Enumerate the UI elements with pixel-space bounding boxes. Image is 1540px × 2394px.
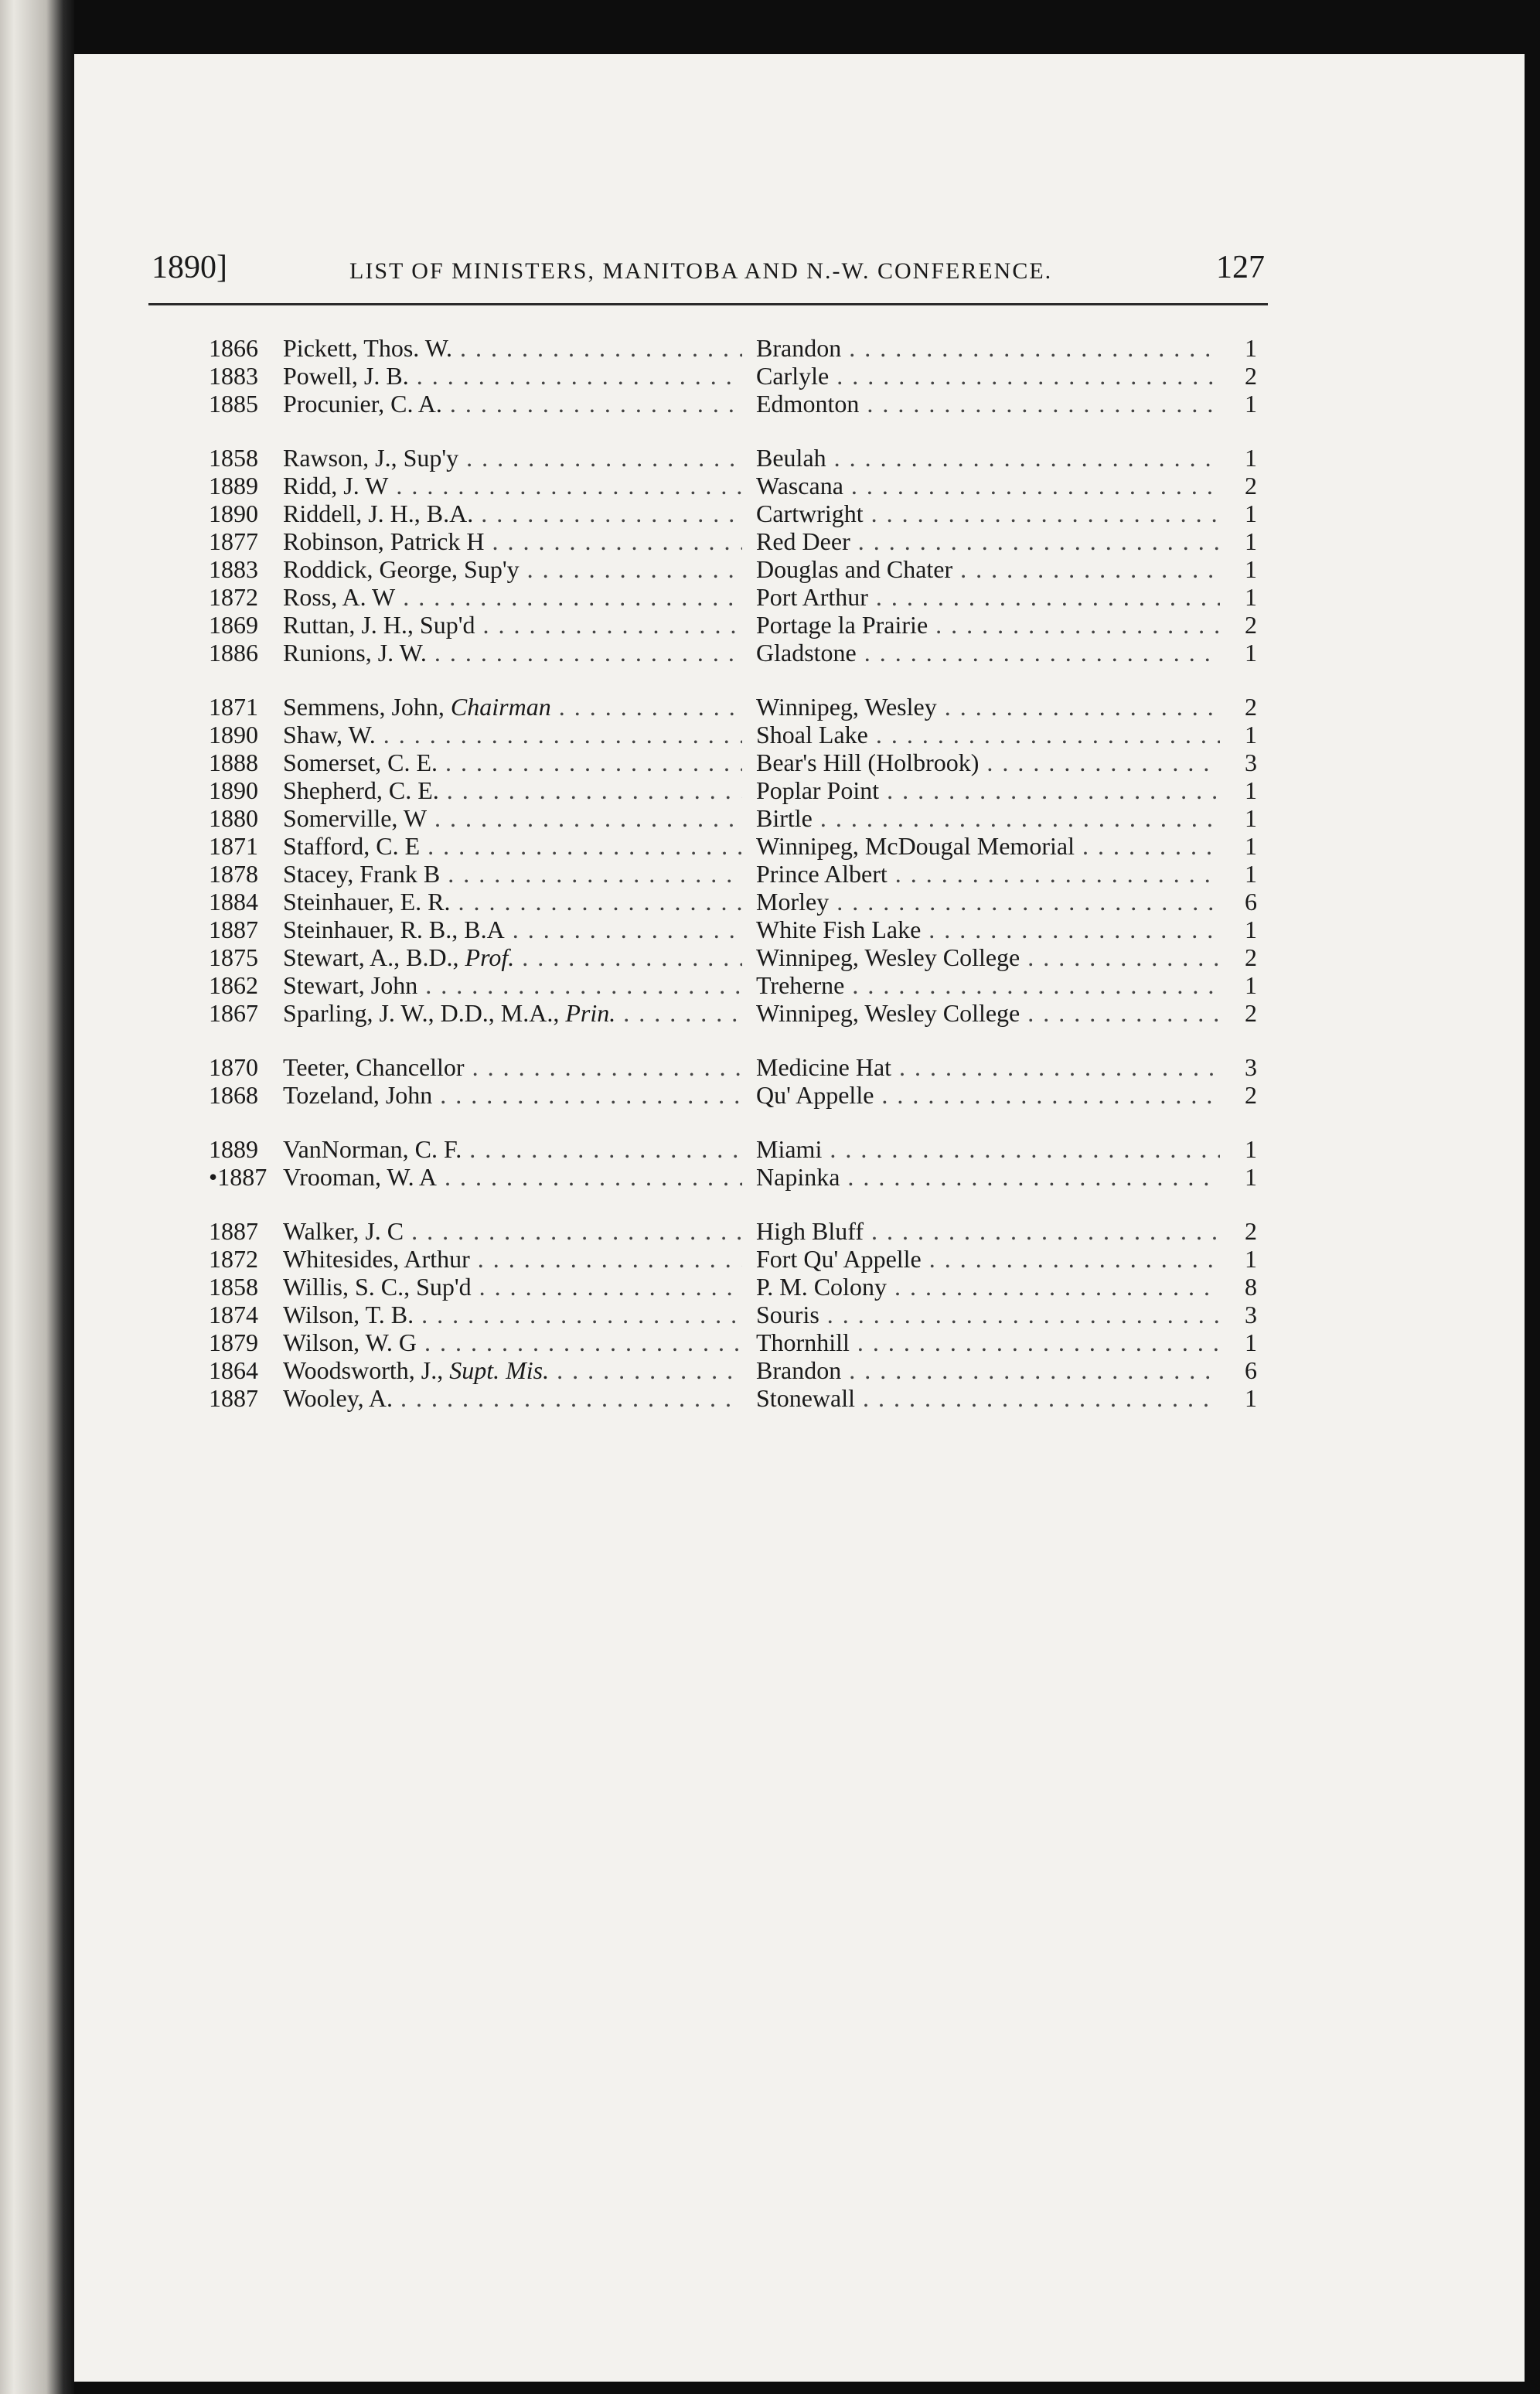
years-count: 1 <box>1245 334 1257 362</box>
station-place-cell <box>756 693 1220 721</box>
minister-name-cell <box>283 362 742 390</box>
minister-name: Powell, J. B. <box>283 362 409 390</box>
minister-name: Ross, A. W <box>283 583 396 611</box>
station-place-cell <box>756 639 1220 667</box>
minister-name: Wilson, T. B. <box>283 1301 414 1328</box>
minister-name-cell <box>283 832 742 860</box>
station-place: Winnipeg, Wesley College <box>756 999 1020 1027</box>
entry-year: 1871 <box>209 832 258 860</box>
station-place: Brandon <box>756 334 842 362</box>
entry-year: 1889 <box>209 1135 258 1163</box>
header-year: 1890] <box>152 250 227 285</box>
station-place-cell <box>756 721 1220 749</box>
entry-year: 1864 <box>209 1356 258 1384</box>
entry-year: 1867 <box>209 999 258 1027</box>
years-count: 2 <box>1245 611 1257 639</box>
station-place: Thornhill <box>756 1328 850 1356</box>
minister-name-cell <box>283 1301 742 1328</box>
minister-name: Woodsworth, J., <box>283 1356 444 1384</box>
minister-name-cell <box>283 1081 742 1109</box>
station-place-cell <box>756 1217 1220 1245</box>
entry-year: 1874 <box>209 1301 258 1328</box>
years-count: 6 <box>1245 888 1257 916</box>
minister-name: Ridd, J. W <box>283 472 389 500</box>
station-place: Wascana <box>756 472 843 500</box>
minister-title: Prof. <box>465 943 515 971</box>
station-place-cell <box>756 1356 1220 1384</box>
years-count: 1 <box>1245 860 1257 888</box>
years-count: 2 <box>1245 943 1257 971</box>
years-count: 2 <box>1245 1217 1257 1245</box>
years-count: 1 <box>1245 390 1257 418</box>
minister-row <box>209 639 1276 667</box>
minister-name-cell <box>283 1273 742 1301</box>
station-place-cell <box>756 776 1220 804</box>
years-count: 1 <box>1245 583 1257 611</box>
station-place: Beulah <box>756 444 826 472</box>
minister-group <box>209 1135 1276 1191</box>
station-place-cell <box>756 1245 1220 1273</box>
minister-name-cell <box>283 583 742 611</box>
years-count: 1 <box>1245 804 1257 832</box>
minister-row <box>209 860 1276 888</box>
entry-year: 1887 <box>209 1384 258 1412</box>
minister-name-cell <box>283 1135 742 1163</box>
minister-name-cell <box>283 916 742 943</box>
minister-row <box>209 334 1276 362</box>
years-count: 3 <box>1245 749 1257 776</box>
minister-name-cell <box>283 390 742 418</box>
years-count: 1 <box>1245 1163 1257 1191</box>
entry-year: 1875 <box>209 943 258 971</box>
station-place-cell <box>756 527 1220 555</box>
years-count: 2 <box>1245 999 1257 1027</box>
years-count: 1 <box>1245 721 1257 749</box>
minister-row <box>209 916 1276 943</box>
minister-name: Tozeland, John <box>283 1081 433 1109</box>
entry-year: •1887 <box>209 1163 267 1191</box>
minister-group <box>209 693 1276 1027</box>
minister-name: Somerville, W <box>283 804 428 832</box>
minister-name-cell <box>283 749 742 776</box>
minister-name: Riddell, J. H., B.A. <box>283 500 474 527</box>
station-place: Prince Albert <box>756 860 888 888</box>
minister-row <box>209 971 1276 999</box>
station-place: White Fish Lake <box>756 916 922 943</box>
station-place: Brandon <box>756 1356 842 1384</box>
years-count: 2 <box>1245 693 1257 721</box>
minister-name-cell <box>283 334 742 362</box>
minister-row <box>209 943 1276 971</box>
station-place-cell <box>756 1301 1220 1328</box>
station-place-cell <box>756 999 1220 1027</box>
station-place-cell <box>756 1135 1220 1163</box>
minister-name-cell <box>283 943 742 971</box>
years-count: 1 <box>1245 1245 1257 1273</box>
minister-name-cell <box>283 444 742 472</box>
entry-year: 1878 <box>209 860 258 888</box>
minister-row <box>209 1273 1276 1301</box>
minister-row <box>209 527 1276 555</box>
minister-group <box>209 334 1276 418</box>
station-place-cell <box>756 390 1220 418</box>
minister-row <box>209 1356 1276 1384</box>
minister-name-cell <box>283 472 742 500</box>
minister-row <box>209 1163 1276 1191</box>
entry-year: 1872 <box>209 583 258 611</box>
station-place: P. M. Colony <box>756 1273 887 1301</box>
minister-row <box>209 776 1276 804</box>
station-place: Port Arthur <box>756 583 868 611</box>
station-place-cell <box>756 804 1220 832</box>
entry-year: 1889 <box>209 472 258 500</box>
station-place: Winnipeg, McDougal Memorial <box>756 832 1075 860</box>
station-place: High Bluff <box>756 1217 864 1245</box>
minister-row <box>209 804 1276 832</box>
entry-year: 1880 <box>209 804 258 832</box>
minister-name: Steinhauer, R. B., B.A <box>283 916 505 943</box>
entry-year: 1890 <box>209 721 258 749</box>
minister-name-cell <box>283 888 742 916</box>
minister-name-cell <box>283 1163 742 1191</box>
station-place: Shoal Lake <box>756 721 868 749</box>
minister-row <box>209 1301 1276 1328</box>
entry-year: 1858 <box>209 1273 258 1301</box>
station-place: Winnipeg, Wesley <box>756 693 937 721</box>
station-place-cell <box>756 611 1220 639</box>
years-count: 2 <box>1245 362 1257 390</box>
station-place-cell <box>756 1273 1220 1301</box>
minister-name-cell <box>283 500 742 527</box>
station-place: Gladstone <box>756 639 857 667</box>
minister-group <box>209 1217 1276 1412</box>
station-place: Bear's Hill (Holbrook) <box>756 749 980 776</box>
ministers-list <box>209 334 1276 1438</box>
minister-row <box>209 555 1276 583</box>
minister-name: Steinhauer, E. R. <box>283 888 451 916</box>
minister-name-cell <box>283 860 742 888</box>
entry-year: 1862 <box>209 971 258 999</box>
minister-name: Vrooman, W. A <box>283 1163 437 1191</box>
entry-year: 1890 <box>209 776 258 804</box>
entry-year: 1871 <box>209 693 258 721</box>
minister-name: Rawson, J., Sup'y <box>283 444 459 472</box>
minister-name-cell <box>283 1217 742 1245</box>
minister-name: Runions, J. W. <box>283 639 427 667</box>
minister-name: Wooley, A. <box>283 1384 393 1412</box>
minister-row <box>209 611 1276 639</box>
years-count: 1 <box>1245 639 1257 667</box>
station-place: Cartwright <box>756 500 864 527</box>
station-place: Portage la Prairie <box>756 611 928 639</box>
entry-year: 1883 <box>209 362 258 390</box>
years-count: 1 <box>1245 916 1257 943</box>
station-place-cell <box>756 888 1220 916</box>
minister-name: Willis, S. C., Sup'd <box>283 1273 472 1301</box>
station-place-cell <box>756 362 1220 390</box>
station-place-cell <box>756 1163 1220 1191</box>
entry-year: 1870 <box>209 1053 258 1081</box>
station-place-cell <box>756 500 1220 527</box>
station-place-cell <box>756 749 1220 776</box>
entry-year: 1868 <box>209 1081 258 1109</box>
years-count: 2 <box>1245 1081 1257 1109</box>
years-count: 1 <box>1245 776 1257 804</box>
minister-name: VanNorman, C. F. <box>283 1135 462 1163</box>
years-count: 8 <box>1245 1273 1257 1301</box>
years-count: 1 <box>1245 1135 1257 1163</box>
minister-name-cell <box>283 971 742 999</box>
minister-row <box>209 1384 1276 1412</box>
entry-year: 1885 <box>209 390 258 418</box>
minister-row <box>209 500 1276 527</box>
minister-group <box>209 1053 1276 1109</box>
station-place-cell <box>756 971 1220 999</box>
years-count: 1 <box>1245 555 1257 583</box>
minister-name-cell <box>283 776 742 804</box>
entry-year: 1887 <box>209 1217 258 1245</box>
station-place-cell <box>756 334 1220 362</box>
minister-name: Stacey, Frank B <box>283 860 441 888</box>
years-count: 1 <box>1245 832 1257 860</box>
minister-name-cell <box>283 999 742 1027</box>
entry-year: 1858 <box>209 444 258 472</box>
minister-group <box>209 444 1276 667</box>
station-place: Birtle <box>756 804 813 832</box>
scan-binding-edge <box>0 0 74 2394</box>
station-place-cell <box>756 444 1220 472</box>
station-place: Napinka <box>756 1163 840 1191</box>
minister-row <box>209 1245 1276 1273</box>
minister-name-cell <box>283 611 742 639</box>
station-place: Douglas and Chater <box>756 555 953 583</box>
station-place: Red Deer <box>756 527 850 555</box>
station-place-cell <box>756 555 1220 583</box>
minister-name: Whitesides, Arthur <box>283 1245 470 1273</box>
minister-row <box>209 749 1276 776</box>
minister-name: Pickett, Thos. W. <box>283 334 452 362</box>
station-place-cell <box>756 583 1220 611</box>
minister-row <box>209 999 1276 1027</box>
minister-name-cell <box>283 1384 742 1412</box>
station-place: Edmonton <box>756 390 860 418</box>
minister-name-cell <box>283 1356 742 1384</box>
minister-title: Supt. Mis. <box>449 1356 550 1384</box>
minister-title: Prin. <box>565 999 616 1027</box>
station-place-cell <box>756 1053 1220 1081</box>
station-place-cell <box>756 916 1220 943</box>
minister-name: Semmens, John, <box>283 693 445 721</box>
years-count: 1 <box>1245 1328 1257 1356</box>
years-count: 6 <box>1245 1356 1257 1384</box>
minister-name: Wilson, W. G <box>283 1328 417 1356</box>
minister-title: Chairman <box>450 693 551 721</box>
station-place: Carlyle <box>756 362 830 390</box>
minister-name-cell <box>283 804 742 832</box>
minister-name-cell <box>283 1245 742 1273</box>
entry-year: 1869 <box>209 611 258 639</box>
minister-name: Roddick, George, Sup'y <box>283 555 520 583</box>
minister-name: Stewart, John <box>283 971 418 999</box>
station-place: Fort Qu' Appelle <box>756 1245 922 1273</box>
minister-name: Teeter, Chancellor <box>283 1053 465 1081</box>
station-place: Winnipeg, Wesley College <box>756 943 1020 971</box>
minister-row <box>209 832 1276 860</box>
entry-year: 1883 <box>209 555 258 583</box>
station-place-cell <box>756 1384 1220 1412</box>
station-place: Qu' Appelle <box>756 1081 874 1109</box>
header-title: LIST OF MINISTERS, MANITOBA AND N.-W. CONFERENCE. <box>349 258 1053 284</box>
minister-row <box>209 1328 1276 1356</box>
station-place: Medicine Hat <box>756 1053 892 1081</box>
minister-row <box>209 693 1276 721</box>
minister-row <box>209 1053 1276 1081</box>
station-place-cell <box>756 472 1220 500</box>
entry-year: 1886 <box>209 639 258 667</box>
minister-name: Stafford, C. E <box>283 832 421 860</box>
station-place: Stonewall <box>756 1384 855 1412</box>
minister-name: Procunier, C. A. <box>283 390 442 418</box>
years-count: 3 <box>1245 1301 1257 1328</box>
years-count: 2 <box>1245 472 1257 500</box>
minister-row <box>209 444 1276 472</box>
station-place-cell <box>756 1328 1220 1356</box>
station-place: Morley <box>756 888 830 916</box>
minister-row <box>209 390 1276 418</box>
minister-row <box>209 472 1276 500</box>
minister-name-cell <box>283 693 742 721</box>
station-place-cell <box>756 860 1220 888</box>
station-place: Treherne <box>756 971 845 999</box>
entry-year: 1890 <box>209 500 258 527</box>
entry-year: 1888 <box>209 749 258 776</box>
minister-name: Sparling, J. W., D.D., M.A., <box>283 999 560 1027</box>
minister-row <box>209 888 1276 916</box>
running-header <box>148 249 1268 305</box>
minister-row <box>209 1217 1276 1245</box>
minister-row <box>209 583 1276 611</box>
minister-name-cell <box>283 1053 742 1081</box>
minister-row <box>209 1135 1276 1163</box>
years-count: 1 <box>1245 971 1257 999</box>
minister-name: Stewart, A., B.D., <box>283 943 459 971</box>
page-number: 127 <box>1216 250 1265 285</box>
station-place: Souris <box>756 1301 819 1328</box>
station-place-cell <box>756 943 1220 971</box>
minister-row <box>209 1081 1276 1109</box>
entry-year: 1879 <box>209 1328 258 1356</box>
years-count: 1 <box>1245 444 1257 472</box>
minister-name: Ruttan, J. H., Sup'd <box>283 611 475 639</box>
minister-name-cell <box>283 721 742 749</box>
years-count: 1 <box>1245 500 1257 527</box>
minister-name-cell <box>283 527 742 555</box>
entry-year: 1887 <box>209 916 258 943</box>
station-place-cell <box>756 1081 1220 1109</box>
station-place: Poplar Point <box>756 776 880 804</box>
entry-year: 1872 <box>209 1245 258 1273</box>
years-count: 1 <box>1245 527 1257 555</box>
station-place-cell <box>756 832 1220 860</box>
station-place: Miami <box>756 1135 823 1163</box>
minister-name-cell <box>283 555 742 583</box>
entry-year: 1866 <box>209 334 258 362</box>
minister-name-cell <box>283 1328 742 1356</box>
years-count: 3 <box>1245 1053 1257 1081</box>
minister-name: Shaw, W. <box>283 721 376 749</box>
minister-name: Somerset, C. E. <box>283 749 438 776</box>
entry-year: 1884 <box>209 888 258 916</box>
minister-name-cell <box>283 639 742 667</box>
entry-year: 1877 <box>209 527 258 555</box>
minister-name: Shepherd, C. E. <box>283 776 439 804</box>
minister-name: Robinson, Patrick H <box>283 527 485 555</box>
minister-row <box>209 721 1276 749</box>
years-count: 1 <box>1245 1384 1257 1412</box>
minister-row <box>209 362 1276 390</box>
minister-name: Walker, J. C <box>283 1217 404 1245</box>
